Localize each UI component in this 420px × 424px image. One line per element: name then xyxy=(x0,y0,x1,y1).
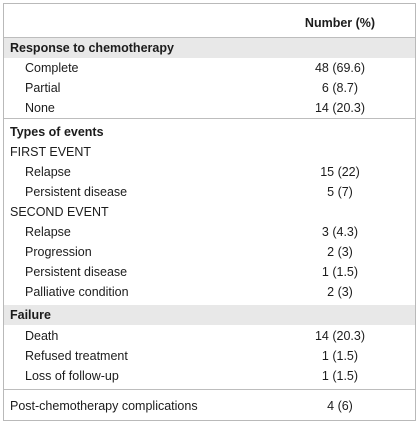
row-value: 1 (1.5) xyxy=(321,349,359,363)
row-label: Post-chemotherapy complications xyxy=(10,399,198,413)
row-label: Complete xyxy=(25,61,79,75)
table-row xyxy=(4,366,415,386)
table-row xyxy=(4,282,415,302)
row-value: 2 (3) xyxy=(327,285,353,299)
row-label: Relapse xyxy=(25,225,71,239)
section-header-failure xyxy=(4,305,415,325)
row-label: Persistent disease xyxy=(25,265,128,279)
subsection-title-first-event: FIRST EVENT xyxy=(10,145,92,159)
section-header-events xyxy=(4,122,415,142)
table-row xyxy=(4,98,415,118)
table-row xyxy=(4,78,415,98)
table-row xyxy=(4,162,415,182)
row-value: 6 (8.7) xyxy=(321,81,359,95)
row-label: Partial xyxy=(25,81,61,95)
subsection-title-second-event: SECOND EVENT xyxy=(10,205,109,219)
row-label: Refused treatment xyxy=(25,349,128,363)
row-value: 1 (1.5) xyxy=(321,369,359,383)
row-value: 15 (22) xyxy=(320,165,360,179)
row-label: Palliative condition xyxy=(25,285,129,299)
row-value: 4 (6) xyxy=(327,399,353,413)
section-divider xyxy=(4,389,415,390)
table-row xyxy=(4,262,415,282)
row-value: 2 (3) xyxy=(327,245,353,259)
table-row xyxy=(4,346,415,366)
results-table xyxy=(3,3,416,421)
section-title-response: Response to chemotherapy xyxy=(10,41,174,55)
row-label: Progression xyxy=(25,245,92,259)
row-value: 5 (7) xyxy=(327,185,353,199)
subsection-header-first-event xyxy=(4,142,415,162)
row-value: 3 (4.3) xyxy=(321,225,359,239)
row-value: 1 (1.5) xyxy=(321,265,359,279)
row-value: 14 (20.3) xyxy=(314,329,366,343)
subsection-header-second-event xyxy=(4,202,415,222)
table-row xyxy=(4,326,415,346)
table-row xyxy=(4,182,415,202)
table-header-row xyxy=(4,13,415,33)
section-title-failure: Failure xyxy=(10,308,51,322)
row-label: Relapse xyxy=(25,165,71,179)
table-row xyxy=(4,242,415,262)
row-label: Loss of follow-up xyxy=(25,369,119,383)
header-number-percent: Number (%) xyxy=(304,16,376,30)
table-row-complications xyxy=(4,396,415,416)
section-divider xyxy=(4,118,415,119)
row-value: 48 (69.6) xyxy=(314,61,366,75)
section-title-events: Types of events xyxy=(10,125,104,139)
row-value: 14 (20.3) xyxy=(314,101,366,115)
section-header-response xyxy=(4,38,415,58)
row-label: Death xyxy=(25,329,59,343)
table-row xyxy=(4,58,415,78)
row-label: Persistent disease xyxy=(25,185,128,199)
table-row xyxy=(4,222,415,242)
row-label: None xyxy=(25,101,55,115)
